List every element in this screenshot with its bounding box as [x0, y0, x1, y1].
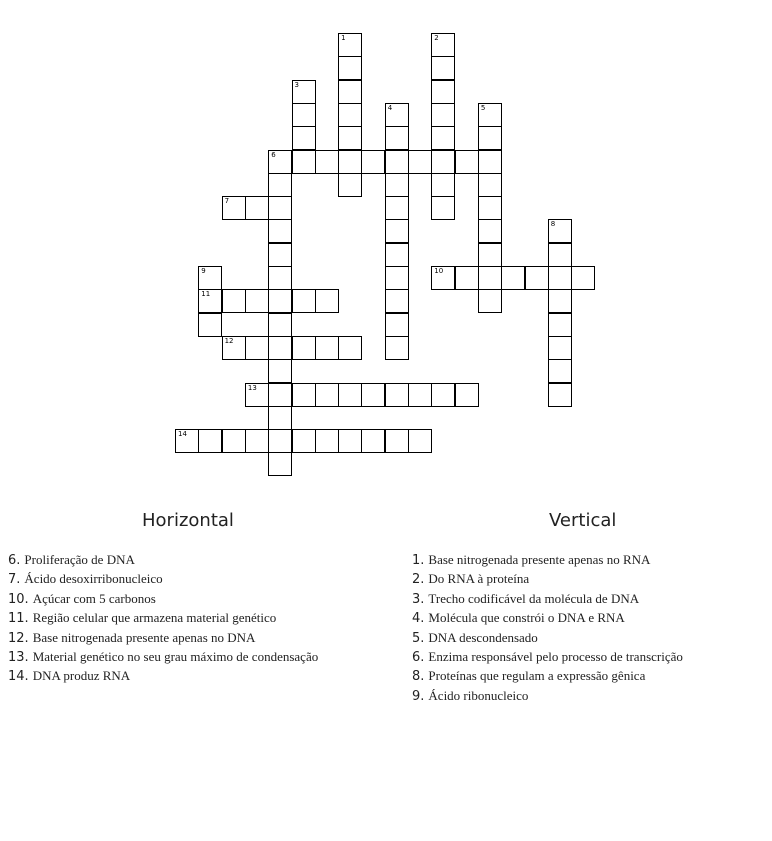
clue-text: Molécula que constrói o DNA e RNA: [428, 610, 625, 626]
clue-number: 11.: [8, 611, 29, 627]
crossword-cell[interactable]: [268, 336, 292, 360]
crossword-cell[interactable]: [268, 406, 292, 430]
crossword-cell[interactable]: [408, 383, 432, 407]
clue-number: 10.: [8, 591, 29, 607]
crossword-cell[interactable]: [408, 429, 432, 453]
crossword-cell[interactable]: [175, 429, 199, 453]
crossword-cell[interactable]: [361, 383, 385, 407]
crossword-cell[interactable]: [385, 173, 409, 197]
crossword-cell[interactable]: [198, 289, 222, 313]
crossword-cell[interactable]: [385, 103, 409, 127]
clue-text: Proliferação de DNA: [24, 552, 135, 567]
crossword-cell[interactable]: [361, 150, 385, 174]
crossword-cell[interactable]: [268, 452, 292, 476]
crossword-cell[interactable]: [292, 103, 316, 127]
crossword-cell[interactable]: [385, 336, 409, 360]
crossword-cell[interactable]: [478, 243, 502, 267]
crossword-cell[interactable]: [338, 80, 362, 104]
cell-clue-number: 2: [434, 34, 439, 42]
crossword-cell[interactable]: [268, 150, 292, 174]
crossword-cell[interactable]: [315, 429, 339, 453]
clue-down-1: [412, 550, 683, 569]
clue-down-8: [412, 666, 683, 685]
crossword-cell[interactable]: [478, 150, 502, 174]
cell-clue-number: 13: [247, 383, 257, 392]
crossword-cell[interactable]: [268, 289, 292, 313]
crossword-cell[interactable]: [338, 103, 362, 127]
crossword-cell[interactable]: [478, 126, 502, 150]
crossword-cell[interactable]: [431, 56, 455, 80]
crossword-cell[interactable]: [292, 336, 316, 360]
crossword-cell[interactable]: [245, 289, 269, 313]
clue-text: Ácido desoxirribonucleico: [24, 571, 163, 587]
clue-number: 12.: [8, 630, 29, 646]
crossword-cell[interactable]: [338, 336, 362, 360]
crossword-cell[interactable]: [292, 429, 316, 453]
clue-down-3: [412, 589, 683, 608]
clue-number: 1.: [412, 553, 425, 568]
clue-number: 7.: [8, 572, 21, 588]
crossword-cell[interactable]: [385, 126, 409, 150]
clue-number: 6.: [8, 553, 21, 568]
clue-down-4: [412, 608, 683, 627]
crossword-cell[interactable]: [431, 150, 455, 174]
crossword-cell[interactable]: [338, 126, 362, 150]
clue-across-11: [8, 608, 318, 627]
cell-clue-number: 1: [341, 34, 346, 42]
crossword-cell[interactable]: [385, 150, 409, 174]
crossword-cell[interactable]: [315, 336, 339, 360]
cell-clue-number: 12: [224, 336, 234, 345]
crossword-cell[interactable]: [525, 266, 549, 290]
clue-across-13: [8, 647, 318, 666]
crossword-cell[interactable]: [501, 266, 525, 290]
crossword-cell[interactable]: [315, 289, 339, 313]
crossword-cell[interactable]: [571, 266, 595, 290]
crossword-cell[interactable]: [222, 196, 246, 220]
clue-number: 6.: [412, 649, 425, 665]
crossword-cell[interactable]: [268, 359, 292, 383]
crossword-cell[interactable]: [198, 266, 222, 290]
crossword-cell[interactable]: [385, 383, 409, 407]
crossword-cell[interactable]: [385, 243, 409, 267]
clue-text: Trecho codificável da molécula de DNA: [428, 590, 640, 606]
crossword-cell[interactable]: [361, 429, 385, 453]
crossword-cell[interactable]: [292, 126, 316, 150]
crossword-cell[interactable]: [385, 289, 409, 313]
clue-down-6: [412, 647, 683, 666]
clue-number: 4.: [412, 611, 425, 627]
crossword-cell[interactable]: [338, 33, 362, 57]
clue-across-12: [8, 628, 318, 647]
crossword-cell[interactable]: [548, 289, 572, 313]
crossword-cell[interactable]: [478, 173, 502, 197]
crossword-cell[interactable]: [455, 383, 479, 407]
crossword-cell[interactable]: [385, 429, 409, 453]
clue-across-7: [8, 569, 318, 588]
clue-text: Enzima responsável pelo processo de transcrição: [428, 648, 683, 664]
crossword-cell[interactable]: [548, 336, 572, 360]
clue-number: 8.: [412, 669, 425, 685]
crossword-cell[interactable]: [431, 103, 455, 127]
clue-text: Base nitrogenada presente apenas no RNA: [428, 552, 651, 567]
clue-number: 14.: [8, 669, 29, 685]
cell-clue-number: 11: [201, 290, 211, 299]
crossword-cell[interactable]: [431, 266, 455, 290]
crossword-cell[interactable]: [292, 289, 316, 313]
crossword-cell[interactable]: [338, 56, 362, 80]
crossword-cell[interactable]: [431, 383, 455, 407]
crossword-cell[interactable]: [245, 383, 269, 407]
crossword-cell[interactable]: [548, 219, 572, 243]
crossword-cell[interactable]: [268, 173, 292, 197]
cell-clue-number: 6: [271, 150, 276, 159]
crossword-cell[interactable]: [478, 219, 502, 243]
crossword-cell[interactable]: [431, 173, 455, 197]
clue-across-10: [8, 589, 318, 608]
cell-clue-number: 4: [387, 103, 393, 112]
crossword-cell[interactable]: [268, 243, 292, 267]
crossword-cell[interactable]: [268, 219, 292, 243]
crossword-cell[interactable]: [268, 266, 292, 290]
clue-text: Região celular que armazena material genético: [32, 610, 277, 626]
crossword-cell[interactable]: [268, 196, 292, 220]
cell-clue-number: 3: [294, 80, 299, 89]
crossword-cell[interactable]: [292, 80, 316, 104]
crossword-cell[interactable]: [455, 266, 479, 290]
crossword-cell[interactable]: [338, 429, 362, 453]
crossword-cell[interactable]: [268, 429, 292, 453]
crossword-cell[interactable]: [245, 429, 269, 453]
crossword-cell[interactable]: [548, 383, 572, 407]
crossword-cell[interactable]: [315, 383, 339, 407]
crossword-cell[interactable]: [548, 313, 572, 337]
cell-clue-number: 14: [178, 430, 187, 439]
crossword-cell[interactable]: [222, 429, 246, 453]
clue-number: 3.: [412, 591, 425, 607]
crossword-cell[interactable]: [198, 313, 222, 337]
crossword-cell[interactable]: [292, 383, 316, 407]
crossword-cell[interactable]: [408, 150, 432, 174]
vertical-heading: Vertical: [549, 510, 617, 531]
crossword-cell[interactable]: [385, 313, 409, 337]
crossword-cell[interactable]: [431, 80, 455, 104]
clue-text: Do RNA à proteína: [428, 571, 530, 587]
crossword-cell[interactable]: [548, 243, 572, 267]
clue-text: Ácido ribonucleico: [428, 687, 529, 703]
crossword-cell[interactable]: [198, 429, 222, 453]
crossword-cell[interactable]: [548, 266, 572, 290]
clue-down-5: [412, 628, 683, 647]
crossword-cell[interactable]: [455, 150, 479, 174]
clue-number: 2.: [412, 572, 425, 588]
clue-number: 13.: [8, 649, 29, 665]
cell-clue-number: 5: [480, 103, 486, 112]
crossword-cell[interactable]: [222, 336, 246, 360]
crossword-cell[interactable]: [292, 150, 316, 174]
crossword-cell[interactable]: [478, 289, 502, 313]
crossword-cell[interactable]: [338, 173, 362, 197]
clue-down-9: [412, 686, 683, 705]
crossword-cell[interactable]: [338, 150, 362, 174]
cell-clue-number: 8: [550, 220, 556, 229]
vertical-clue-list: [412, 550, 683, 705]
crossword-cell[interactable]: [478, 196, 502, 220]
crossword-cell[interactable]: [385, 196, 409, 220]
crossword-cell[interactable]: [315, 150, 339, 174]
clue-text: Material genético no seu grau máximo de condensação: [32, 648, 319, 664]
crossword-cell[interactable]: [431, 196, 455, 220]
clue-across-14: [8, 666, 318, 685]
crossword-cell[interactable]: [478, 266, 502, 290]
cell-clue-number: 10: [434, 267, 444, 275]
clue-text: DNA produz RNA: [32, 668, 131, 684]
clue-across-6: [8, 550, 318, 569]
clue-number: 9.: [412, 688, 425, 704]
crossword-cell[interactable]: [338, 383, 362, 407]
crossword-cell[interactable]: [268, 383, 292, 407]
crossword-cell[interactable]: [245, 196, 269, 220]
clue-text: Açúcar com 5 carbonos: [32, 590, 156, 606]
crossword-cell[interactable]: [478, 103, 502, 127]
crossword-cell[interactable]: [385, 219, 409, 243]
clue-number: 5.: [412, 630, 425, 646]
clue-text: DNA descondensado: [428, 629, 538, 645]
crossword-cell[interactable]: [385, 266, 409, 290]
clue-text: Proteínas que regulam a expressão gênica: [428, 668, 646, 684]
crossword-cell[interactable]: [222, 289, 246, 313]
crossword-cell[interactable]: [431, 33, 455, 57]
clue-text: Base nitrogenada presente apenas no DNA: [32, 629, 256, 645]
crossword-cell[interactable]: [431, 126, 455, 150]
clue-down-2: [412, 569, 683, 588]
cell-clue-number: 9: [201, 267, 206, 275]
horizontal-heading: Horizontal: [142, 510, 234, 531]
cell-clue-number: 7: [224, 197, 230, 206]
crossword-cell[interactable]: [548, 359, 572, 383]
horizontal-clue-list: [8, 550, 318, 686]
crossword-cell[interactable]: [268, 313, 292, 337]
crossword-cell[interactable]: [245, 336, 269, 360]
